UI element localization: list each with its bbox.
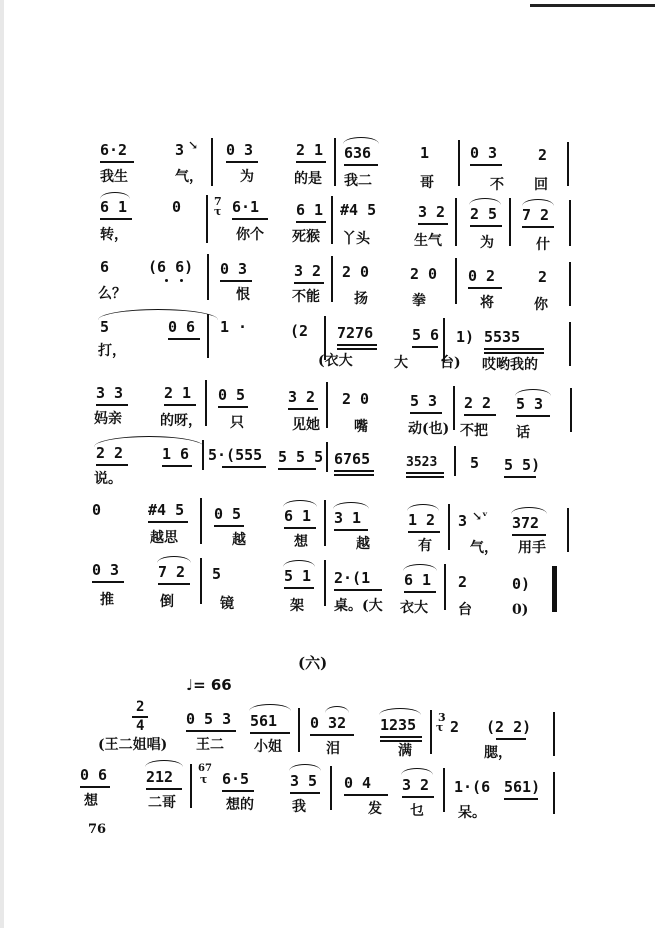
note: (2: [290, 322, 309, 340]
note: 0 2: [468, 267, 496, 285]
time-signature-bottom: 4: [136, 718, 145, 734]
lyric: 有: [418, 538, 432, 554]
note: 561): [504, 778, 541, 796]
breath-mark: ↘ᵛ: [472, 509, 488, 523]
note: 6 1: [404, 571, 432, 589]
slur: [98, 309, 218, 320]
note: 2: [458, 573, 468, 591]
bar-line: [553, 772, 555, 814]
note: 5: [212, 565, 222, 583]
note: #4 5: [148, 501, 185, 519]
lyric: 越: [232, 532, 246, 548]
underline: [484, 348, 544, 350]
note: 1: [420, 144, 430, 162]
note: 372: [512, 514, 540, 532]
underline: [92, 581, 124, 583]
note: 6 1: [284, 507, 312, 525]
lyric: 转，: [100, 227, 128, 243]
bar-line: [326, 442, 328, 472]
note: 0): [512, 575, 531, 593]
lyric: 动(也): [408, 421, 450, 437]
lyric: 台): [440, 355, 461, 371]
note: 5: [100, 318, 110, 336]
lyric: (大: [362, 598, 383, 614]
bar-line: [200, 558, 202, 604]
lyric: 哥: [420, 175, 434, 191]
note: 6: [100, 258, 110, 276]
bar-line: [334, 138, 336, 186]
lyric: 腮，: [484, 745, 512, 761]
lyric: 乜: [410, 803, 424, 819]
lyric: 死猴: [292, 229, 320, 245]
time-signature-top: 2: [136, 699, 145, 715]
lyric: 你个: [236, 227, 264, 243]
tempo-marking: ♩= 66: [186, 676, 232, 694]
note: 0: [172, 198, 182, 216]
bar-line: [206, 195, 208, 243]
note: 2·(1: [334, 569, 371, 587]
underline: [496, 738, 526, 740]
note: 2 1: [164, 384, 192, 402]
note: 6·2: [100, 141, 128, 159]
note: 212: [146, 768, 174, 786]
underline: [504, 476, 536, 478]
lyric: 倒: [160, 594, 174, 610]
note: 7 2: [522, 206, 550, 224]
underline: [464, 414, 496, 416]
lyric: 拳: [412, 293, 426, 309]
lyric: 将: [480, 295, 494, 311]
bar-line: [200, 498, 202, 544]
slur: [379, 708, 421, 715]
note: 6 1: [296, 201, 324, 219]
grace-symbol: τ: [200, 773, 208, 786]
slur: [283, 560, 315, 567]
bar-line: [567, 508, 569, 552]
lyric: 气，: [470, 540, 498, 556]
underline: [337, 348, 377, 350]
lyric: 的呀，: [160, 413, 202, 429]
note: 2: [538, 268, 548, 286]
section-title: (六): [298, 654, 328, 672]
underline: [402, 796, 434, 798]
lyric: 扬: [354, 291, 368, 307]
page-number: 76: [88, 822, 107, 837]
slur: [283, 500, 317, 507]
slur: [249, 704, 291, 711]
lyric: (衣大: [318, 353, 353, 369]
note: 0 3: [226, 141, 254, 159]
lyric: 我: [292, 799, 306, 815]
underline: [80, 786, 110, 788]
underline: [284, 527, 316, 529]
note: 5·(555: [208, 446, 263, 464]
lyric: 你: [534, 297, 548, 313]
underline: [470, 225, 502, 227]
underline: [288, 408, 318, 410]
underline: [294, 282, 324, 284]
underline: [516, 415, 550, 417]
underline: [406, 476, 444, 478]
lyric: 发: [368, 801, 382, 817]
underline: [512, 534, 546, 536]
lyric: 气，: [175, 169, 203, 185]
note: 2 1: [296, 141, 324, 159]
note: 3 2: [288, 388, 316, 406]
slur: [401, 768, 433, 775]
octave-dot: [165, 279, 168, 282]
underline: [278, 468, 316, 470]
bar-line: [569, 322, 571, 366]
bar-line: [553, 712, 555, 756]
final-bar-line: [552, 566, 557, 612]
bar-line: [448, 504, 450, 550]
note: 5 5 5: [278, 448, 324, 466]
note: 1 2: [408, 511, 436, 529]
note: 2 2: [96, 444, 124, 462]
grace-symbol: τ: [436, 721, 444, 734]
note: 5 3: [516, 395, 544, 413]
note: 6·5: [222, 770, 250, 788]
lyric: 越思: [150, 530, 178, 546]
underline: [162, 465, 192, 467]
note: (2 2): [486, 718, 532, 736]
underline: [418, 223, 448, 225]
underline: [284, 587, 314, 589]
note: 5535: [484, 328, 521, 346]
bar-line: [190, 764, 192, 808]
note: 3 5: [290, 772, 318, 790]
lyric: 桌。: [334, 598, 362, 614]
slur: [145, 760, 183, 767]
underline: [186, 730, 236, 732]
underline: [296, 221, 326, 223]
lyric: 想: [84, 793, 98, 809]
underline: [218, 406, 248, 408]
slur: [289, 764, 321, 771]
lyric: (王二姐唱): [98, 737, 168, 753]
bar-line: [324, 500, 326, 546]
note: 3: [458, 512, 468, 530]
note: 2 5: [470, 205, 498, 223]
note: 6·1: [232, 198, 260, 216]
lyric: 为: [240, 169, 254, 185]
underline: [344, 164, 378, 166]
note: 2 2: [464, 394, 492, 412]
underline: [290, 792, 320, 794]
note: 5 3: [410, 392, 438, 410]
note: 1 6: [162, 445, 190, 463]
bar-line: [211, 138, 213, 186]
note: 2 0: [410, 265, 438, 283]
lyric: 什: [536, 237, 550, 253]
lyric: 不能: [292, 289, 320, 305]
bar-line: [330, 766, 332, 810]
underline: [468, 287, 502, 289]
note: 1235: [380, 716, 417, 734]
note: 5: [470, 454, 480, 472]
lyric: 恨: [236, 287, 250, 303]
lyric: 越: [356, 536, 370, 552]
slur: [522, 199, 554, 206]
lyric: 哎哟我的: [482, 357, 538, 373]
underline: [232, 218, 268, 220]
bar-line: [569, 262, 571, 306]
note: 0 6: [80, 766, 108, 784]
grace-note: 67: [198, 763, 212, 774]
underline: [380, 740, 422, 742]
note: 3 2: [402, 776, 430, 794]
note: 0 6: [168, 318, 196, 336]
underline: [408, 531, 440, 533]
lyric: 只: [230, 415, 244, 431]
bar-line: [455, 198, 457, 246]
lyric: 妈亲: [94, 411, 122, 427]
lyric: 话: [516, 425, 530, 441]
grace-note: 3: [438, 711, 446, 724]
bar-line: [207, 254, 209, 300]
bar-line: [443, 768, 445, 812]
lyric: 满: [398, 743, 412, 759]
underline: [310, 734, 354, 736]
underline: [484, 352, 544, 354]
lyric: 见她: [292, 417, 320, 433]
underline: [334, 589, 382, 591]
lyric: 泪: [326, 741, 340, 757]
underline: [344, 794, 388, 796]
underline: [334, 529, 368, 531]
lyric: 二哥: [148, 795, 176, 811]
bar-line: [298, 708, 300, 752]
bar-line: [207, 314, 209, 358]
underline: [148, 521, 188, 523]
lyric: 王二: [196, 737, 224, 753]
note: 6765: [334, 450, 371, 468]
note: 2 0: [342, 390, 370, 408]
lyric: 打，: [98, 343, 126, 359]
note: 0 3: [470, 144, 498, 162]
underline: [410, 412, 442, 414]
underline: [522, 226, 554, 228]
octave-dot: [180, 279, 183, 282]
underline: [222, 790, 254, 792]
breath-mark: ↘: [188, 138, 199, 152]
note: 6 1: [100, 198, 128, 216]
note: 0 32: [310, 714, 347, 732]
slur: [403, 564, 437, 571]
underline: [168, 338, 200, 340]
slur: [511, 507, 547, 514]
lyric: 想的: [226, 797, 254, 813]
slur: [333, 502, 369, 509]
note: 3 2: [418, 203, 446, 221]
top-rule: [530, 4, 655, 7]
underline: [214, 525, 244, 527]
note: 0 5: [214, 505, 242, 523]
underline: [96, 464, 128, 466]
underline: [100, 161, 134, 163]
note: 0 4: [344, 774, 372, 792]
note: 3: [175, 141, 185, 159]
grace-note: 7: [214, 195, 222, 208]
note: 0 3: [220, 260, 248, 278]
bar-line: [326, 382, 328, 428]
lyric: 我生: [100, 169, 128, 185]
slur: [343, 137, 379, 144]
underline: [334, 474, 374, 476]
lyric: 镜: [220, 596, 234, 612]
note: 1·(6: [454, 778, 491, 796]
note: 7 2: [158, 563, 186, 581]
note: (6 6): [148, 258, 194, 276]
note: 0 5 3: [186, 710, 232, 728]
underline: [250, 732, 290, 734]
underline: [100, 218, 132, 220]
underline: [220, 280, 252, 282]
bar-line: [202, 440, 204, 470]
lyric: 大: [394, 355, 408, 371]
underline: [222, 466, 266, 468]
lyric: 推: [100, 592, 114, 608]
slur: [325, 706, 349, 713]
underline: [470, 164, 502, 166]
lyric: 么？: [98, 286, 126, 302]
bar-line: [324, 560, 326, 606]
note: 3 3: [96, 384, 124, 402]
note: 2: [538, 146, 548, 164]
bar-line: [331, 196, 333, 244]
note: 5 5): [504, 456, 541, 474]
underline: [337, 344, 377, 346]
bar-line: [453, 386, 455, 430]
underline: [158, 583, 190, 585]
underline: [296, 161, 326, 163]
bar-line: [205, 380, 207, 426]
underline: [164, 404, 196, 406]
grace-symbol: τ: [214, 205, 222, 218]
lyric: 嘴: [354, 419, 368, 435]
note: 0 5: [218, 386, 246, 404]
bar-line: [458, 140, 460, 186]
bar-line: [455, 258, 457, 304]
underline: [334, 470, 374, 472]
slur: [469, 198, 501, 205]
lyric: 为: [480, 235, 494, 251]
bar-line: [567, 142, 569, 186]
lyric: 我二: [344, 173, 372, 189]
underline: [380, 736, 422, 738]
underline: [504, 798, 538, 800]
note: 0: [92, 501, 102, 519]
note: 0 3: [92, 561, 120, 579]
lyric: 架: [290, 598, 304, 614]
lyric: 用手: [518, 540, 546, 556]
note: 561: [250, 712, 278, 730]
slur: [407, 504, 439, 511]
bar-line: [509, 198, 511, 246]
lyric: 丫头: [342, 231, 370, 247]
bar-line: [430, 710, 432, 754]
lyric: 0): [512, 602, 529, 618]
lyric: 呆。: [458, 805, 486, 821]
page-edge-shadow: [0, 0, 4, 928]
lyric: 回: [534, 177, 548, 193]
lyric: 不把: [460, 423, 488, 439]
bar-line: [454, 446, 456, 476]
note: #4 5: [340, 201, 377, 219]
lyric: 台: [458, 602, 472, 618]
bar-line: [331, 256, 333, 302]
note: 3523: [406, 455, 438, 470]
note: 1 ·: [220, 318, 248, 336]
note: 2: [450, 718, 460, 736]
lyric: 衣大: [400, 600, 428, 616]
lyric: 想: [294, 534, 308, 550]
lyric: 的是: [294, 171, 322, 187]
underline: [226, 161, 258, 163]
note: 5 1: [284, 567, 312, 585]
lyric: 生气: [414, 233, 442, 249]
note: 636: [344, 144, 372, 162]
bar-line: [570, 388, 572, 432]
bar-line: [569, 200, 571, 246]
note: 1): [456, 328, 475, 346]
note: 3 2: [294, 262, 322, 280]
underline: [404, 591, 436, 593]
note: 7276: [337, 324, 374, 342]
bar-line: [444, 564, 446, 610]
slur: [157, 556, 191, 563]
note: 2 0: [342, 263, 370, 281]
lyric: 小姐: [254, 739, 282, 755]
underline: [96, 404, 128, 406]
underline: [406, 472, 444, 474]
underline: [146, 788, 182, 790]
underline: [412, 346, 438, 348]
lyric: 说。: [94, 471, 122, 487]
note: 3 1: [334, 509, 362, 527]
note: 5 6: [412, 326, 440, 344]
lyric: 不: [490, 177, 504, 193]
